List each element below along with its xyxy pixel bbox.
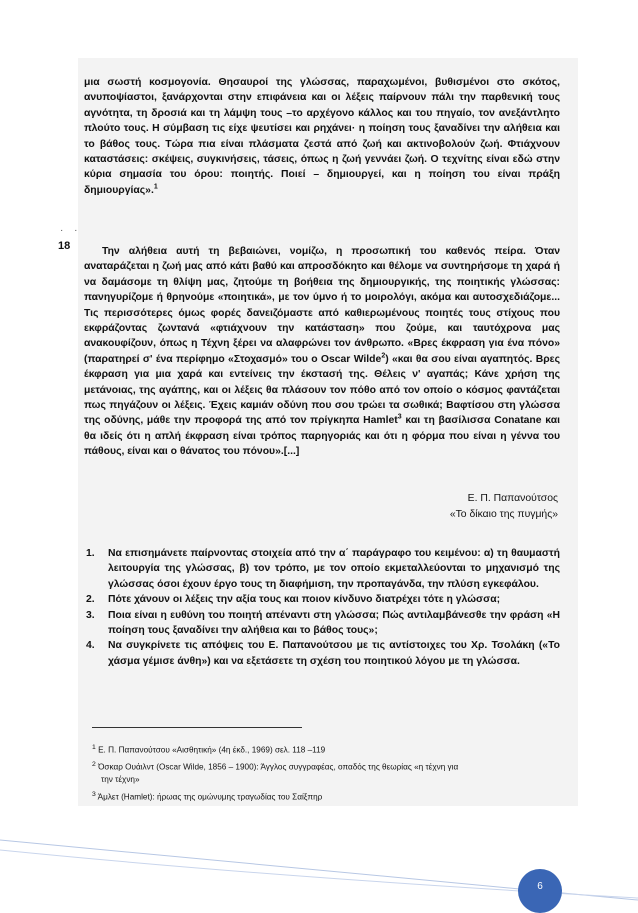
footnote-text: Άμλετ (Hamlet): ήρωας της ομώνυμης τραγωδίας του Σαίξπηρ xyxy=(97,792,323,802)
question-text: Να συγκρίνετε τις απόψεις του Ε. Παπανούτσου με τις αντίστοιχες του Χρ. Τσολάκη («Το χάσμα γέμισε άνθη») και να εξετάσετε τη σχέση του ποιητικού λόγου με τη γλώσσα. xyxy=(108,640,560,667)
footnote-3 xyxy=(92,789,562,804)
footnote-2 xyxy=(92,759,562,787)
question-item xyxy=(86,638,560,669)
question-number: 3. xyxy=(86,609,95,621)
questions-list xyxy=(86,546,560,669)
margin-line-number: 18 xyxy=(58,240,71,252)
question-item xyxy=(86,608,560,639)
footnote-number: 1 xyxy=(92,744,96,751)
question-number: 4. xyxy=(86,640,95,652)
question-text: Ποια είναι η ευθύνη του ποιητή απέναντι στη γλώσσα; Πώς αντιλαμβάνεσθε την φράση «Η ποίηση τους ξαναδίνει την αλήθεια και το βάθος τους»; xyxy=(108,609,560,637)
footnote-ref-1[interactable]: 1 xyxy=(153,183,158,191)
footnotes xyxy=(92,742,562,806)
page-number-badge: 6 xyxy=(518,869,562,913)
footnote-text-continued: την τέχνη» xyxy=(101,775,140,785)
question-item xyxy=(86,546,560,592)
paragraph-2-text-c: και τη βασίλισσα Conatane και θα ιδείς ότι η απλή έκφραση είναι τρόπος παρηγοριάς και ότι η φόρμα που είναι η γέννα του πάθους, είναι και ο θάνατος του πόνου».[...] xyxy=(84,415,560,458)
footnote-text: Ε. Π. Παπανούτσου «Αισθητική» (4η έκδ., 1969) σελ. 118 –119 xyxy=(98,745,326,755)
footnote-number: 2 xyxy=(92,761,96,769)
margin-dots: · · xyxy=(60,225,82,236)
question-number: 1. xyxy=(86,548,95,559)
paragraph-2 xyxy=(84,244,560,460)
footnote-divider xyxy=(92,727,302,728)
signature-title: «Το δίκαιο της πυγμής» xyxy=(449,509,558,520)
question-item xyxy=(86,592,560,607)
question-number: 2. xyxy=(86,594,95,606)
footnote-ref-3[interactable]: 3 xyxy=(397,414,402,421)
signature-author: Ε. Π. Παπανούτσος xyxy=(467,493,558,504)
footnote-1 xyxy=(92,742,562,757)
footnote-number: 3 xyxy=(92,790,96,798)
paragraph-1 xyxy=(84,75,560,198)
paragraph-2-text-a: Την αλήθεια αυτή τη βεβαιώνει, νομίζω, η προσωπική του καθενός πείρα. Όταν αναταράζεται η ζωή μας από κάτι βαθύ και απροσδόκητο και θέλομε να συντηρήσομε τη χαρά ή να δαμάσομε τη θλίψη μας, ζητούμε τη βοήθεια της δημιουργικής, της ποιητικής γλώσσας: πανηγυρίζομε ή θρηνούμε «ποιητικά», με τον ύμνο ή το μοιρολόγι, ακόμα και αυτοσχεδιάζομε... Τις περισσότερες όμως φορές δανειζόμαστε από καθιερωμένους ποιητές τους στίχους που εκφράζοντας ζωντανά «φτιάχνουν την κατάσταση» που ζούμε, και ταυτόχρονα μας ανακουφίζουν, όπως η Τέχνη ξέρει να αλαφρώνει τον άνθρωπο. «Βρες έκφραση για ένα πόνο» (παρατηρεί σ' ένα περίφημο «Στοχασμό» του ο Oscar Wilde xyxy=(84,246,560,365)
footnote-ref-2[interactable]: 2 xyxy=(381,352,386,360)
paragraph-1-text: μια σωστή κοσμογονία. Θησαυροί της γλώσσας, παραχωμένοι, βυθισμένοι στο σκότος, ανυποψίαστοι, ξανάρχονται στην επιφάνεια και οι λέξεις παίρνουν πάλι την παρθενική τους αγνότητα, τη δροσιά και τη λάμψη τους –το αρχέγονο κάλλος και του πηγαίο, τον ανεξάντλητο πλούτο τους. Η σύμβαση τις είχε ψευτίσει και ρηχάνει· η ποίηση τους ξαναδίνει την αλήθεια και το βάθος τους. Τώρα πια είναι πλάσματα ζεστά από ζωή και ακτινοβολούν ζωή. Φτιάχνουν καταστάσεις: σκέψεις, συγκινήσεις, τάσεις, όπως η ζωή γεννάει ζωή. Ο τεχνίτης είναι εδώ στην κύρια σημασία του όρου: ποιητής. Ποιεί – δημιουργεί, και η ποίηση του είναι πράξη δημιουργίας». xyxy=(84,77,560,196)
question-text: Πότε χάνουν οι λέξεις την αξία τους και ποιον κίνδυνο διατρέχει τότε η γλώσσα; xyxy=(108,594,501,606)
question-text: Να επισημάνετε παίρνοντας στοιχεία από την α΄ παράγραφο του κειμένου: α) τη θαυμαστή λειτουργία της γλώσσας, β) τον τρόπο, με τον οποίο εκμεταλλεύονται το μηχανισμό της γλώσσας όσοι έχουν έργο τους τη διαφήμιση, την προπαγάνδα, την πλύση εγκεφάλου. xyxy=(108,548,560,590)
paragraph-2-text-b: ) «και θα σου είναι αγαπητός. Βρες έκφραση για μια χαρά και εντείνεις την έκστασή της. Θέλεις ν' αγαπάς; Κάνε χρήση της μετάνοιας, της αγάπης, και οι λέξεις θα πλάσουν τον πόθο από τον οποίο ο κόσμος φαντάζεται πως πηγάζουν οι λέξεις. Έχεις καμιάν οδύνη που σου τρώει τα σωθικά; Βαφτίσου στη γλώσσα της οδύνης, μάθε την προφορά της από τον πρίγκηπα Hamlet xyxy=(84,353,560,427)
footnote-text: Όσκαρ Ουάιλντ (Oscar Wilde, 1856 – 1900): Άγγλος συγγραφέας, οπαδός της θεωρίας «η τέχνη για xyxy=(98,762,459,772)
